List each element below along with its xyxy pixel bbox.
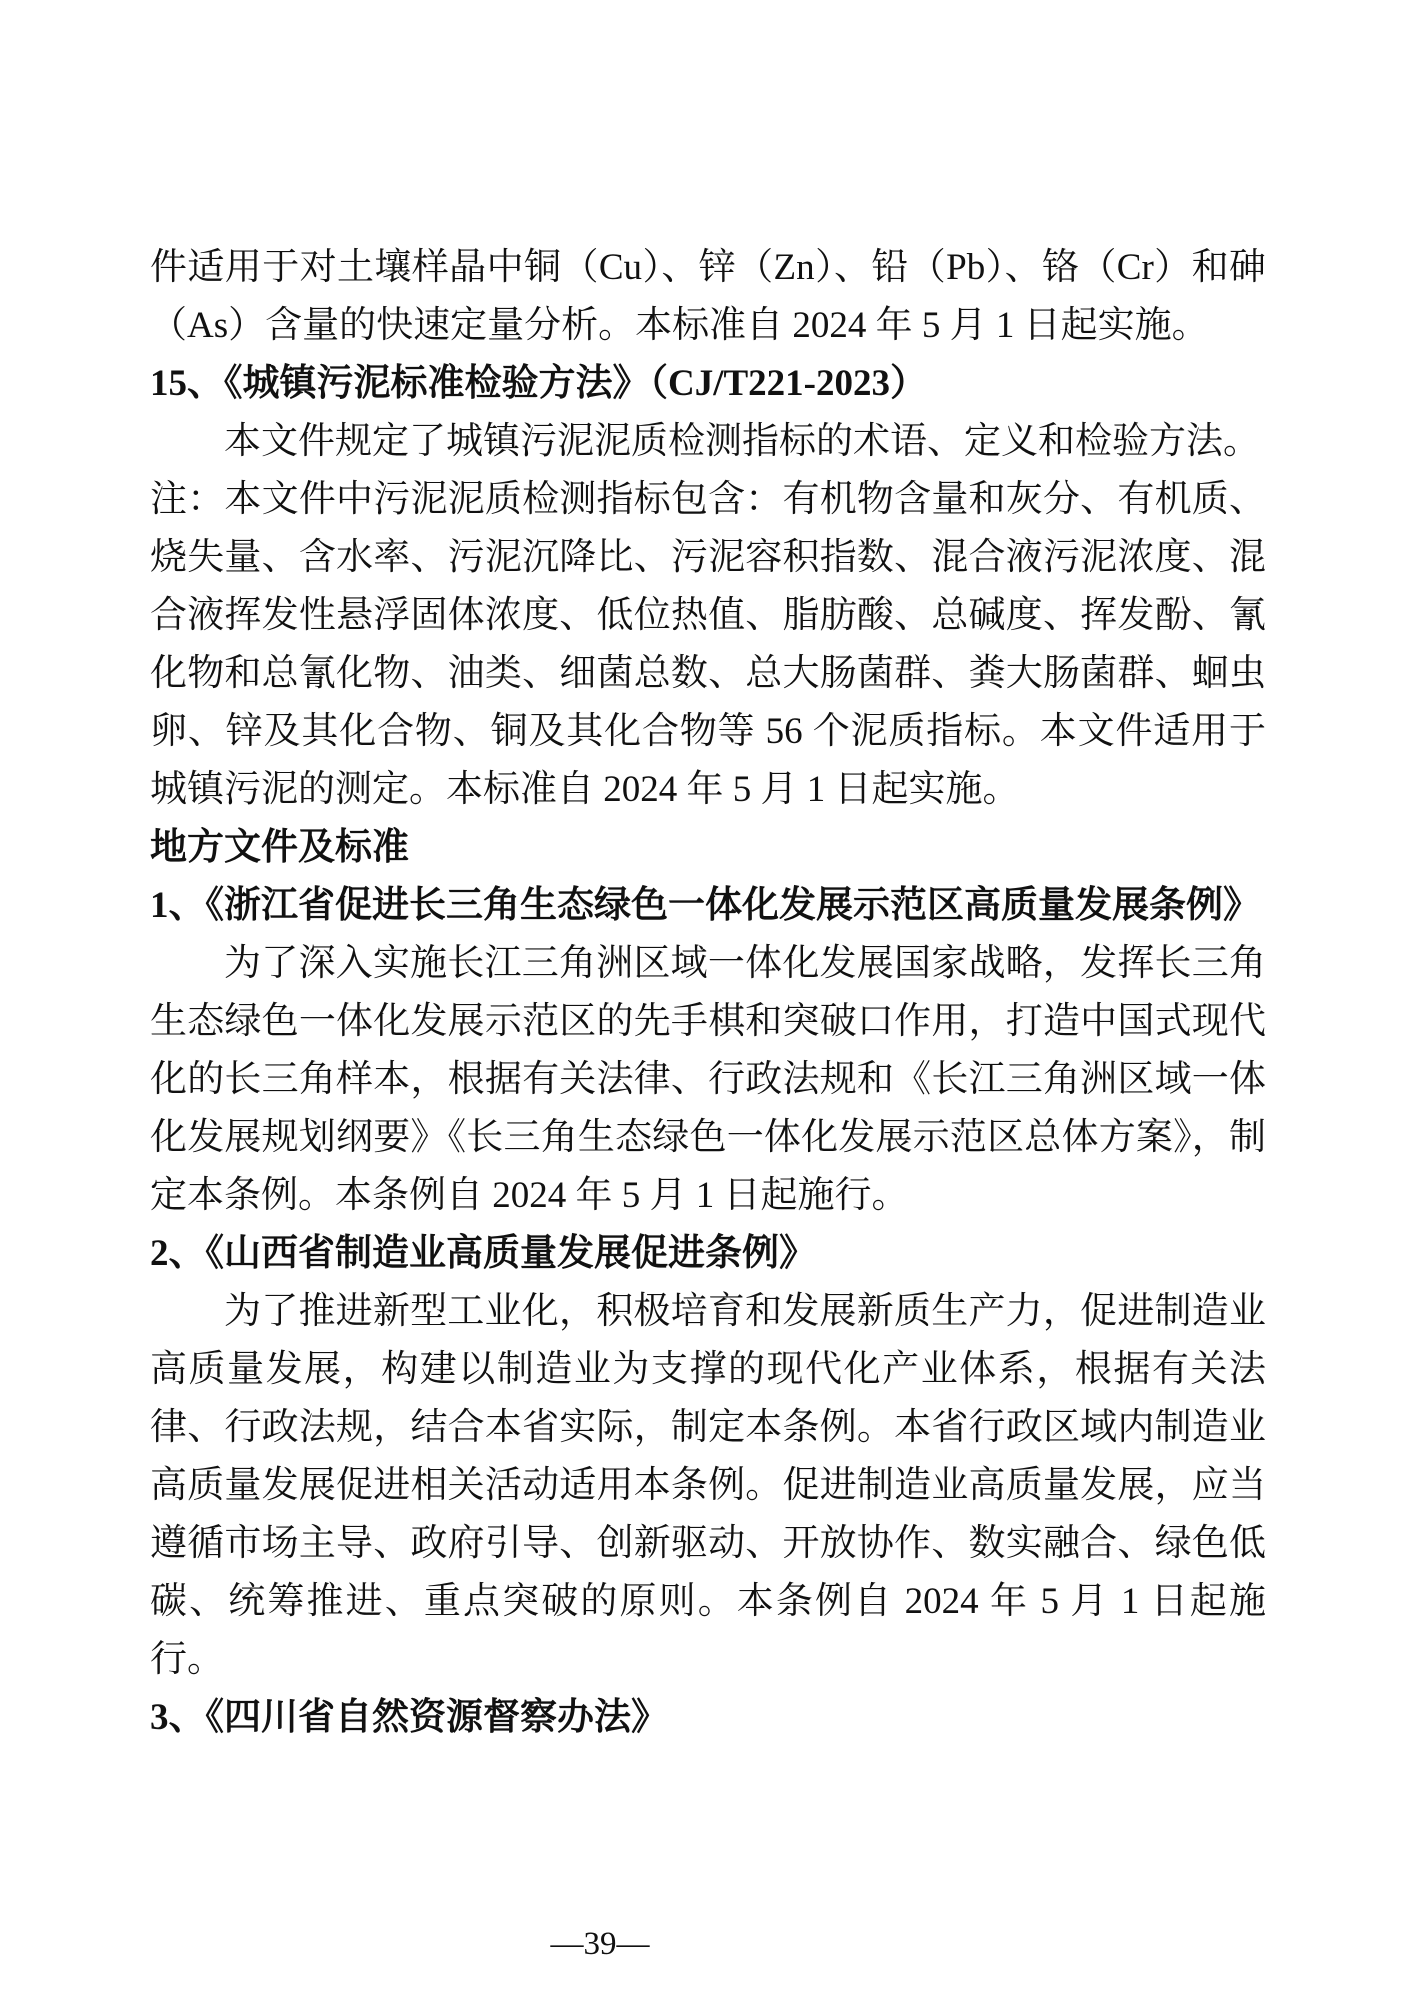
paragraph-sludge-note: 注：本文件中污泥泥质检测指标包含：有机物含量和灰分、有机质、烧失量、含水率、污泥沉降比、污泥容积指数、混合液污泥浓度、混合液挥发性悬浮固体浓度、低位热值、脂肪酸、总碱度、挥发酚、氰化物和总氰化物、油类、细菌总数、总大肠菌群、粪大肠菌群、蛔虫卵、锌及其化合物、铜及其化合物等 56 个泥质指标。本文件适用于城镇污泥的测定。本标准自 2024 年 5 月 1 日起实施。: [150, 479, 1266, 810]
heading-item-2-shanxi-regulation: 2、《山西省制造业高质量发展促进条例》: [150, 1233, 816, 1274]
heading-item-1-zhejiang-regulation: 1、《浙江省促进长三角生态绿色一体化发展示范区高质量发展条例》: [150, 885, 1260, 926]
section-heading-local-documents-standards: 地方文件及标准: [150, 827, 409, 868]
heading-item-15-urban-sludge-standard: 15、《城镇污泥标准检验方法》（CJ/T221-2023）: [150, 363, 927, 404]
paragraph-sludge-scope: 本文件规定了城镇污泥泥质检测指标的术语、定义和检验方法。: [224, 421, 1260, 462]
paragraph-soil-sample-continuation: 件适用于对土壤样晶中铜（Cu）、锌（Zn）、铅（Pb）、铬（Cr）和砷（As）含量的快速定量分析。本标准自 2024 年 5 月 1 日起实施。: [150, 247, 1266, 346]
page-number: —39—: [550, 1926, 650, 1962]
heading-item-3-sichuan-measures: 3、《四川省自然资源督察办法》: [150, 1697, 668, 1738]
paragraph-zhejiang-regulation-summary: 为了深入实施长江三角洲区域一体化发展国家战略，发挥长三角生态绿色一体化发展示范区的先手棋和突破口作用，打造中国式现代化的长三角样本，根据有关法律、行政法规和《长江三角洲区域一体化发展规划纲要》《长三角生态绿色一体化发展示范区总体方案》，制定本条例。本条例自 2024 年 5 月 1 日起施行。: [150, 943, 1266, 1216]
document-body: [150, 239, 1266, 1747]
paragraph-shanxi-regulation-summary: 为了推进新型工业化，积极培育和发展新质生产力，促进制造业高质量发展，构建以制造业为支撑的现代化产业体系，根据有关法律、行政法规，结合本省实际，制定本条例。本省行政区域内制造业高质量发展促进相关活动适用本条例。促进制造业高质量发展，应当遵循市场主导、政府引导、创新驱动、开放协作、数实融合、绿色低碳、统筹推进、重点突破的原则。本条例自 2024 年 5 月 1 日起施行。: [150, 1291, 1266, 1680]
